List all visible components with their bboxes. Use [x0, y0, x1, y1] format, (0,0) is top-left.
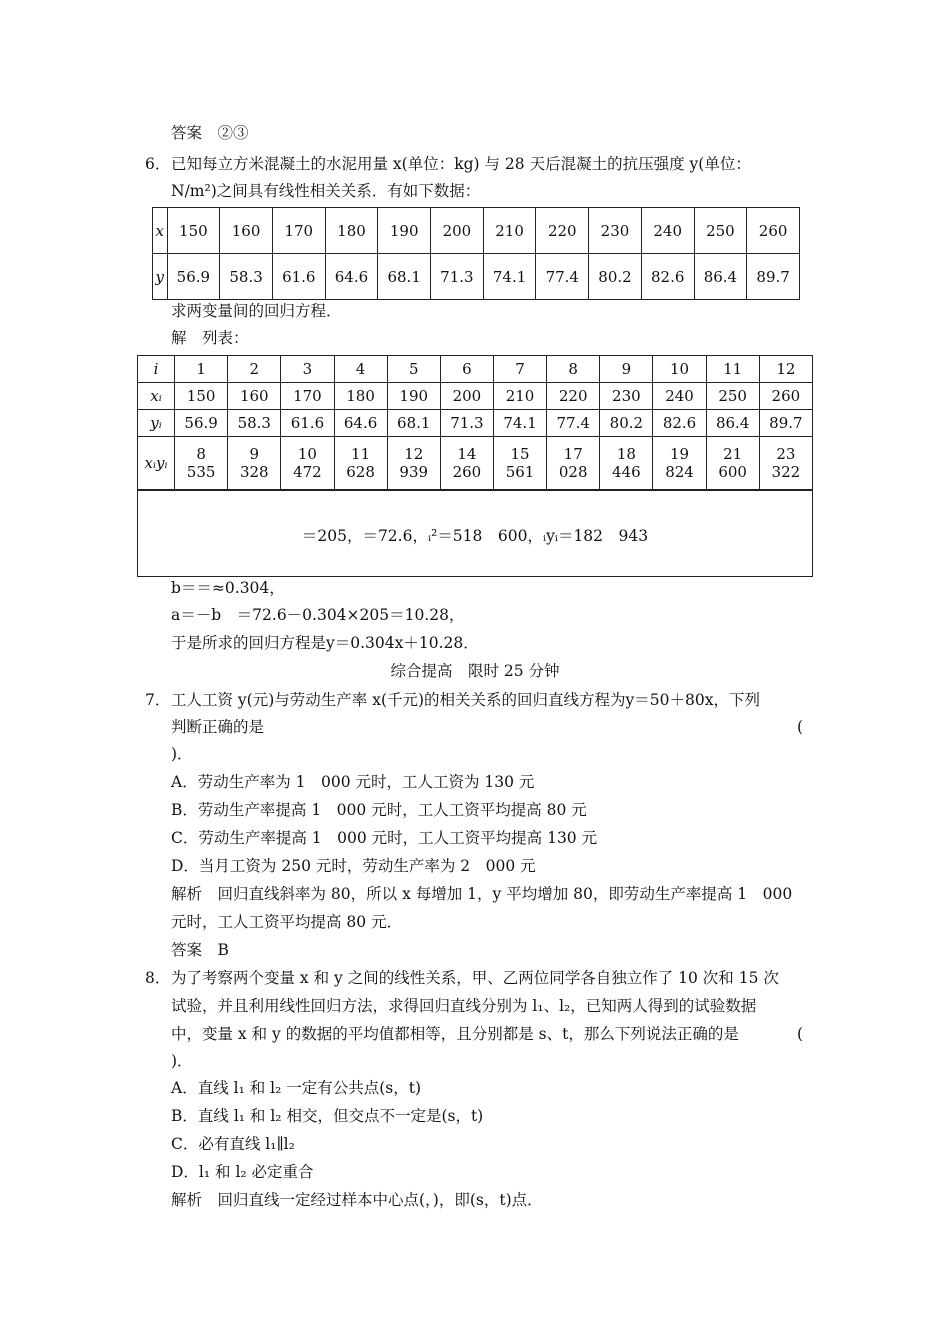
table-cell: 68.1	[387, 410, 440, 437]
table-cell: 61.6	[272, 254, 325, 300]
table-cell: 82.6	[653, 410, 706, 437]
table-cell: 68.1	[378, 254, 431, 300]
q6-line1: 已知每立方米混凝土的水泥用量 x(单位：kg) 与 28 天后混凝土的抗压强度 y(单位：	[171, 155, 751, 173]
summary-text: ＝205，＝72.6，ᵢ²＝518 600，ᵢyᵢ＝182 943	[301, 527, 649, 545]
table-row	[138, 383, 813, 410]
q7-number: 7．	[145, 691, 171, 709]
q8-paren-open: (	[797, 1025, 804, 1043]
table-cell: 240	[653, 383, 706, 410]
q6-question: 求两变量间的回归方程．	[171, 302, 342, 320]
a-formula: a＝－b ＝72.6－0.304×205＝10.28，	[171, 606, 465, 624]
table-cell: 56.9	[175, 410, 228, 437]
data-table-2	[137, 355, 813, 490]
table-cell: 11	[706, 356, 759, 383]
table-cell: 170	[272, 208, 325, 254]
table-cell: 8	[547, 356, 600, 383]
q7-option-d: D．当月工资为 250 元时，劳动生产率为 2 000 元	[171, 857, 536, 875]
q6-line2: N/m²)之间具有线性相关关系．有如下数据：	[171, 182, 481, 200]
table-cell: 77.4	[536, 254, 589, 300]
table-row	[153, 208, 800, 254]
table-cell: 8 535	[175, 437, 228, 490]
table-cell: 18 446	[600, 437, 653, 490]
table-cell: 160	[228, 383, 281, 410]
table-cell: 220	[536, 208, 589, 254]
table-cell: 71.3	[440, 410, 493, 437]
b-formula: b＝＝≈0.304，	[171, 579, 285, 597]
table-header: xᵢyᵢ	[138, 437, 175, 490]
q7-option-a: A．劳动生产率为 1 000 元时，工人工资为 130 元	[171, 773, 535, 791]
table-cell: 9 328	[228, 437, 281, 490]
answer-5: 答案 ②③	[171, 124, 249, 142]
table-header: xᵢ	[138, 383, 175, 410]
q6-solution-intro: 解 列表：	[171, 329, 249, 347]
table-cell: 160	[220, 208, 273, 254]
summary-box	[137, 490, 813, 577]
table-cell: 58.3	[220, 254, 273, 300]
table-header: y	[153, 254, 168, 300]
q8-line3: 中，变量 x 和 y 的数据的平均值都相等，且分别都是 s、t，那么下列说法正确的是	[171, 1025, 739, 1043]
table-cell: 230	[589, 208, 642, 254]
table-cell: 64.6	[334, 410, 387, 437]
table-header: x	[153, 208, 168, 254]
table-row	[138, 356, 813, 383]
q8-number: 8．	[145, 969, 171, 987]
table-cell: 82.6	[641, 254, 694, 300]
table-cell: 21 600	[706, 437, 759, 490]
table-cell: 240	[641, 208, 694, 254]
table-cell: 190	[378, 208, 431, 254]
q7-option-b: B．劳动生产率提高 1 000 元时，工人工资平均提高 80 元	[171, 801, 587, 819]
table-cell: 11 628	[334, 437, 387, 490]
table-cell: 5	[387, 356, 440, 383]
q8-line2: 试验，并且利用线性回归方法，求得回归直线分别为 l₁、l₂，已知两人得到的试验数据	[171, 997, 757, 1015]
table-cell: 10	[653, 356, 706, 383]
q8-option-a: A．直线 l₁ 和 l₂ 一定有公共点(s，t)	[171, 1079, 422, 1097]
table-cell: 260	[747, 208, 800, 254]
q8-analysis: 解析 回归直线一定经过样本中心点(，)，即(s，t)点．	[171, 1191, 543, 1209]
table-cell: 3	[281, 356, 334, 383]
table-cell: 190	[387, 383, 440, 410]
q7-paren-open: (	[797, 718, 804, 736]
table-cell: 64.6	[325, 254, 378, 300]
table-cell: 6	[440, 356, 493, 383]
table-cell: 230	[600, 383, 653, 410]
q7-analysis-line2: 元时，工人工资平均提高 80 元．	[171, 913, 403, 931]
table-cell: 19 824	[653, 437, 706, 490]
table-cell: 14 260	[440, 437, 493, 490]
table-cell: 74.1	[493, 410, 546, 437]
table-cell: 260	[759, 383, 812, 410]
table-cell: 86.4	[706, 410, 759, 437]
table-cell: 200	[440, 383, 493, 410]
section-header: 综合提高 限时 25 分钟	[390, 662, 560, 680]
q7-line2: 判断正确的是	[171, 718, 265, 736]
table-cell: 150	[167, 208, 220, 254]
table-cell: 9	[600, 356, 653, 383]
table-cell: 15 561	[493, 437, 546, 490]
table-cell: 4	[334, 356, 387, 383]
table-cell: 1	[175, 356, 228, 383]
table-row	[153, 254, 800, 300]
q6-number: 6．	[145, 155, 171, 173]
q7-line1: 工人工资 y(元)与劳动生产率 x(千元)的相关关系的回归直线方程为y＝50＋80x，下列	[171, 691, 760, 709]
table-cell: 210	[493, 383, 546, 410]
table-cell: 150	[175, 383, 228, 410]
table-cell: 2	[228, 356, 281, 383]
q8-paren-close: )．	[171, 1052, 193, 1070]
table-cell: 80.2	[589, 254, 642, 300]
table-cell: 71.3	[431, 254, 484, 300]
q7-paren-close: )．	[171, 745, 193, 763]
table-cell: 86.4	[694, 254, 747, 300]
table-cell: 58.3	[228, 410, 281, 437]
q8-option-c: C．必有直线 l₁∥l₂	[171, 1135, 295, 1153]
table-cell: 56.9	[167, 254, 220, 300]
table-cell: 12 939	[387, 437, 440, 490]
table-row	[138, 437, 813, 490]
q7-option-c: C．劳动生产率提高 1 000 元时，工人工资平均提高 130 元	[171, 829, 598, 847]
table-cell: 80.2	[600, 410, 653, 437]
table-cell: 10 472	[281, 437, 334, 490]
q8-option-b: B．直线 l₁ 和 l₂ 相交，但交点不一定是(s，t)	[171, 1107, 484, 1125]
q7-answer: 答案 B	[171, 941, 229, 959]
table-header: yᵢ	[138, 410, 175, 437]
table-cell: 200	[431, 208, 484, 254]
table-cell: 7	[493, 356, 546, 383]
table-cell: 250	[694, 208, 747, 254]
table-cell: 210	[483, 208, 536, 254]
q8-option-d: D．l₁ 和 l₂ 必定重合	[171, 1163, 314, 1181]
q8-line1: 为了考察两个变量 x 和 y 之间的线性关系，甲、乙两位同学各自独立作了 10 次和 15 次	[171, 969, 779, 987]
table-cell: 12	[759, 356, 812, 383]
table-cell: 23 322	[759, 437, 812, 490]
table-cell: 61.6	[281, 410, 334, 437]
table-cell: 180	[325, 208, 378, 254]
table-header: i	[138, 356, 175, 383]
table-cell: 89.7	[759, 410, 812, 437]
table-cell: 250	[706, 383, 759, 410]
table-cell: 170	[281, 383, 334, 410]
table-cell: 180	[334, 383, 387, 410]
table-row	[138, 410, 813, 437]
table-cell: 220	[547, 383, 600, 410]
table-cell: 17 028	[547, 437, 600, 490]
data-table-1	[152, 207, 800, 300]
table-cell: 89.7	[747, 254, 800, 300]
q7-analysis-line1: 解析 回归直线斜率为 80，所以 x 每增加 1，y 平均增加 80，即劳动生产率提高 1 000	[171, 885, 793, 903]
table-cell: 77.4	[547, 410, 600, 437]
q6-conclusion: 于是所求的回归方程是y＝0.304x＋10.28．	[171, 634, 479, 652]
table-cell: 74.1	[483, 254, 536, 300]
